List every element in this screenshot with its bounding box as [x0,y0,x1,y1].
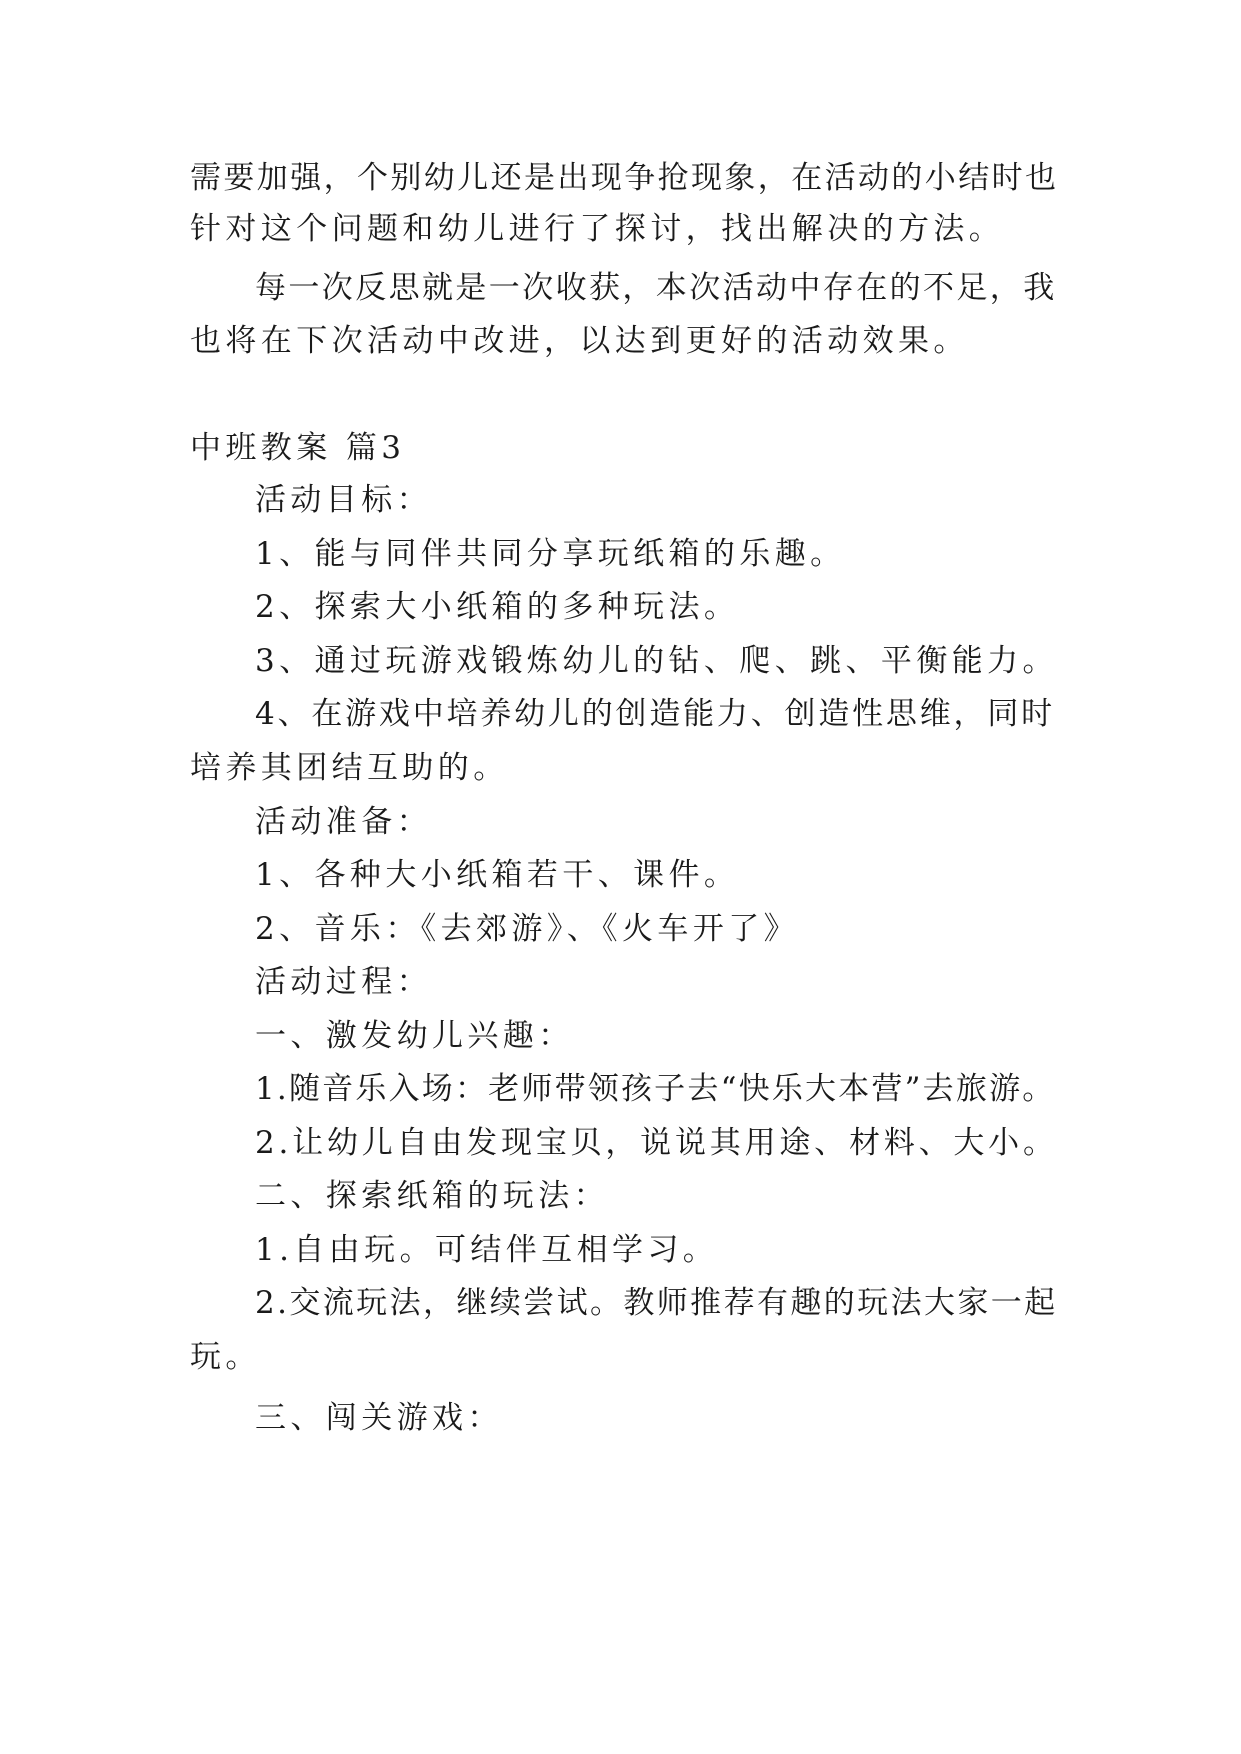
paragraph-line: 需要加强，个别幼儿还是出现争抢现象，在活动的小结时也 [190,160,1059,196]
paragraph-line: 每一次反思就是一次收获，本次活动中存在的不足，我 [255,270,1057,306]
step-heading: 三、闯关游戏： [255,1400,503,1436]
goal-item: 2、探索大小纸箱的多种玩法。 [255,589,740,625]
paragraph-line: 针对这个问题和幼儿进行了探讨，找出解决的方法。 [190,211,1005,247]
preparation-heading: 活动准备： [255,804,432,840]
step-heading: 一、激发幼儿兴趣： [255,1018,574,1054]
step-item-continued: 玩。 [190,1339,261,1375]
step-item: 2.让幼儿自由发现宝贝，说说其用途、材料、大小。 [255,1125,1058,1161]
step-item: 1.自由玩。可结伴互相学习。 [255,1232,719,1268]
step-item: 2.交流玩法，继续尝试。教师推荐有趣的玩法大家一起 [255,1285,1058,1321]
goal-item: 3、通过玩游戏锻炼幼儿的钻、爬、跳、平衡能力。 [255,643,1058,679]
preparation-item: 2、音乐：《去郊游》、《火车开了》 [255,911,800,947]
goal-item: 4、在游戏中培养幼儿的创造能力、创造性思维，同时 [255,696,1055,732]
section-title: 中班教案 篇3 [190,430,406,466]
step-item: 1.随音乐入场：老师带领孩子去“快乐大本营”去旅游。 [255,1071,1056,1107]
goal-item: 1、能与同伴共同分享玩纸箱的乐趣。 [255,536,846,572]
goals-heading: 活动目标： [255,482,432,518]
preparation-item: 1、各种大小纸箱若干、课件。 [255,857,740,893]
paragraph-line: 也将在下次活动中改进，以达到更好的活动效果。 [190,323,969,359]
goal-item-continued: 培养其团结互助的。 [190,750,509,786]
process-heading: 活动过程： [255,964,432,1000]
step-heading: 二、探索纸箱的玩法： [255,1178,609,1214]
